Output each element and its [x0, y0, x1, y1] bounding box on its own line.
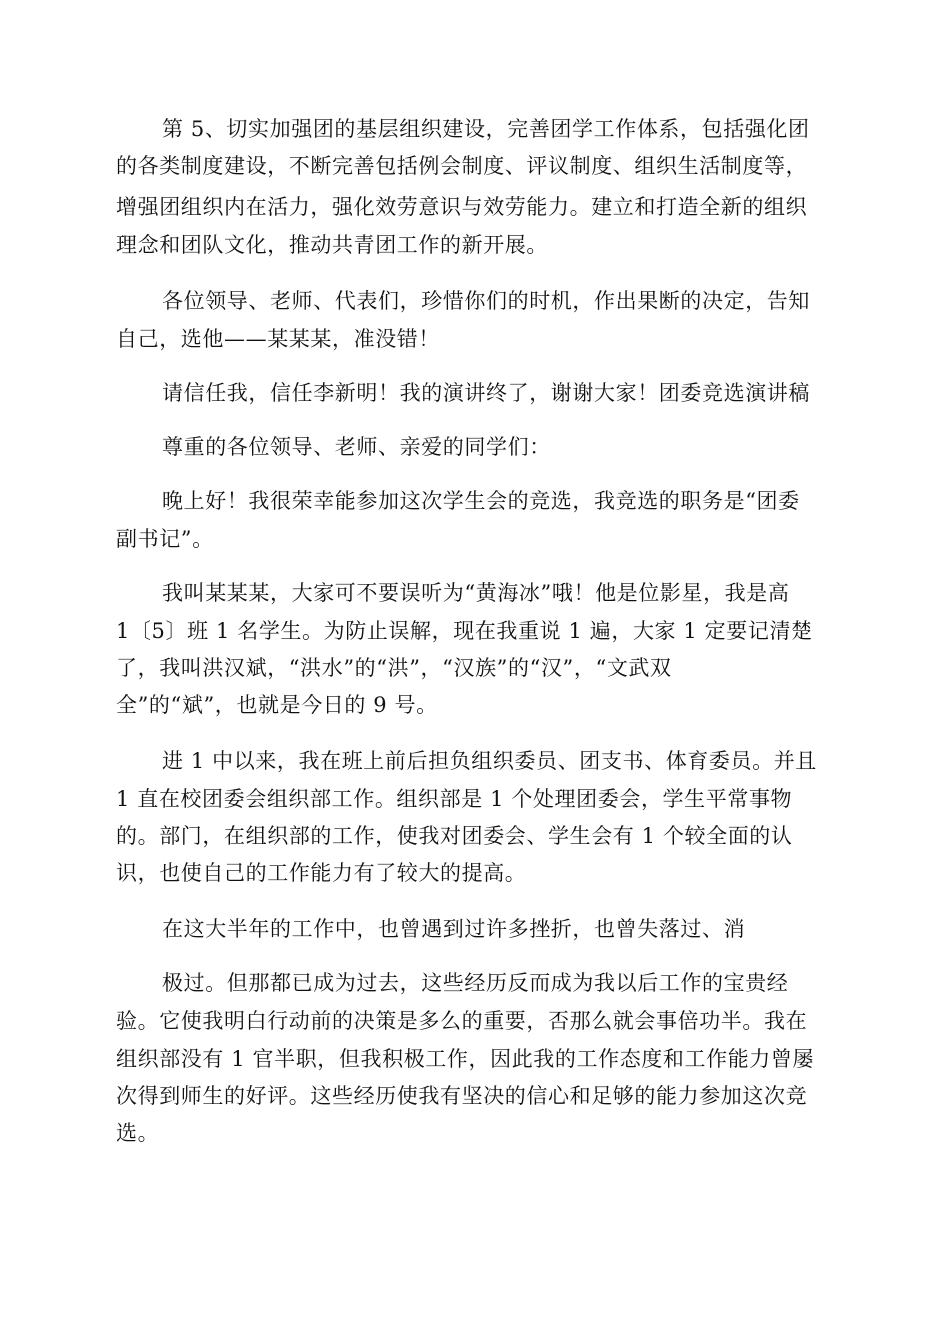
text-line: 晚上好！我很荣幸能参加这次学生会的竞选，我竞选的职务是“团委: [162, 489, 800, 513]
text-line: 了，我叫洪汉斌，“洪水”的“洪”，“汉族”的“汉”，“文武双: [116, 656, 672, 680]
text-line: 组织部没有 1 官半职，但我积极工作，因此我的工作态度和工作能力曾屡: [116, 1047, 815, 1071]
text-line: 在这大半年的工作中，也曾遇到过许多挫折，也曾失落过、消: [162, 917, 746, 941]
text-line: 理念和团队文化，推动共青团工作的新开展。: [116, 233, 548, 257]
text-line: 的各类制度建设，不断完善包括例会制度、评议制度、组织生活制度等，: [116, 154, 808, 178]
text-line: 尊重的各位领导、老师、亲爱的同学们：: [162, 435, 551, 459]
text-line: 次得到师生的好评。这些经历使我有坚决的信心和足够的能力参加这次竞: [116, 1084, 808, 1108]
text-line: 1〔5〕班 1 名学生。为防止误解，现在我重说 1 遍，大家 1 定要记清楚: [116, 619, 813, 643]
text-line: 自己，选他——某某某，准没错！: [116, 327, 440, 351]
text-line: 的。部门，在组织部的工作，使我对团委会、学生会有 1 个较全面的认: [116, 824, 793, 848]
text-line: 我叫某某某，大家可不要误听为“黄海冰”哦！他是位影星，我是高: [162, 581, 790, 605]
text-line: 各位领导、老师、代表们，珍惜你们的时机，作出果断的决定，告知: [162, 289, 810, 313]
text-line: 识，也使自己的工作能力有了较大的提高。: [116, 861, 527, 885]
text-line: 增强团组织内在活力，强化效劳意识与效劳能力。建立和打造全新的组织: [116, 195, 808, 219]
text-line: 1 直在校团委会组织部工作。组织部是 1 个处理团委会，学生平常事物: [116, 787, 793, 811]
text-line: 极过。但那都已成为过去，这些经历反而成为我以后工作的宝贵经: [162, 971, 789, 995]
text-line: 副书记”。: [116, 527, 214, 551]
text-line: 请信任我，信任李新明！我的演讲终了，谢谢大家！团委竞选演讲稿: [162, 381, 810, 405]
text-line: 进 1 中以来，我在班上前后担负组织委员、团支书、体育委员。并且: [162, 749, 817, 773]
text-line: 第 5、切实加强团的基层组织建设，完善团学工作体系，包括强化团: [162, 117, 810, 141]
text-line: 选。: [116, 1121, 160, 1145]
text-line: 验。它使我明白行动前的决策是多么的重要，否那么就会事倍功半。我在: [116, 1009, 808, 1033]
text-line: 全”的“斌”，也就是今日的 9 号。: [116, 693, 438, 717]
